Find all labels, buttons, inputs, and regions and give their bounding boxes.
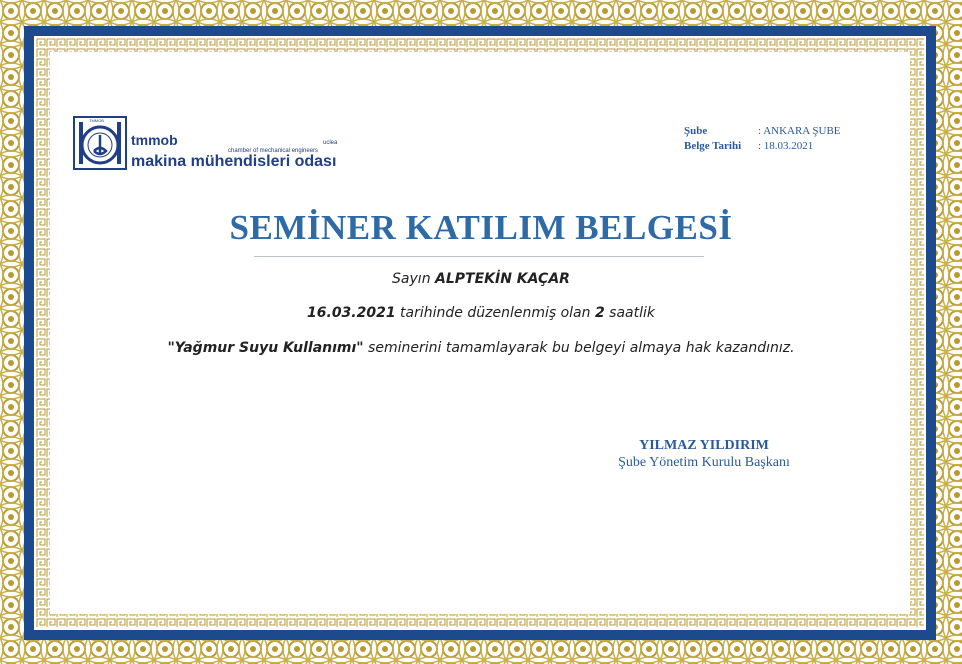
signature-block — [594, 438, 814, 471]
seminar-name: "Yağmur Suyu Kullanımı" — [167, 340, 364, 356]
emblem-icon — [75, 118, 125, 168]
title-divider — [254, 256, 704, 257]
organization-logo — [73, 116, 353, 176]
logo-chamber-text: chamber of mechanical engineers — [228, 148, 319, 154]
signatory-title: Şube Yönetim Kurulu Başkanı — [618, 455, 790, 470]
document-date-label: Belge Tarihi — [684, 140, 742, 152]
recipient-name: ALPTEKİN KAÇAR — [435, 271, 570, 287]
recipient-line — [0, 271, 962, 287]
hours-suffix: saatlik — [609, 305, 655, 321]
logo-emblem — [73, 116, 127, 170]
seminar-date: 16.03.2021 — [307, 305, 396, 321]
document-date-row — [684, 140, 841, 155]
signatory-name: YILMAZ YILDIRIM — [639, 438, 769, 453]
date-suffix: tarihinde düzenlenmiş olan — [400, 305, 591, 321]
logo-uclea: uclea — [323, 140, 338, 146]
certificate-title: SEMİNER KATILIM BELGESİ — [229, 208, 733, 247]
seminar-suffix: seminerini tamamlayarak bu belgeyi almaya hak kazandınız. — [368, 340, 795, 356]
salutation: Sayın — [392, 271, 431, 287]
seminar-hours: 2 — [594, 305, 605, 321]
logo-small-text: TMMOB — [89, 118, 104, 123]
logo-organization-name: makina mühendisleri odası — [131, 153, 337, 170]
seminar-line — [0, 340, 962, 356]
branch-label: Şube — [684, 125, 708, 137]
logo-tmmob: tmmob — [131, 132, 178, 148]
branch-value: : ANKARA ŞUBE — [758, 125, 841, 137]
document-meta — [684, 125, 841, 155]
branch-row — [684, 125, 841, 140]
date-line — [0, 305, 962, 321]
document-date-value: : 18.03.2021 — [758, 140, 814, 152]
